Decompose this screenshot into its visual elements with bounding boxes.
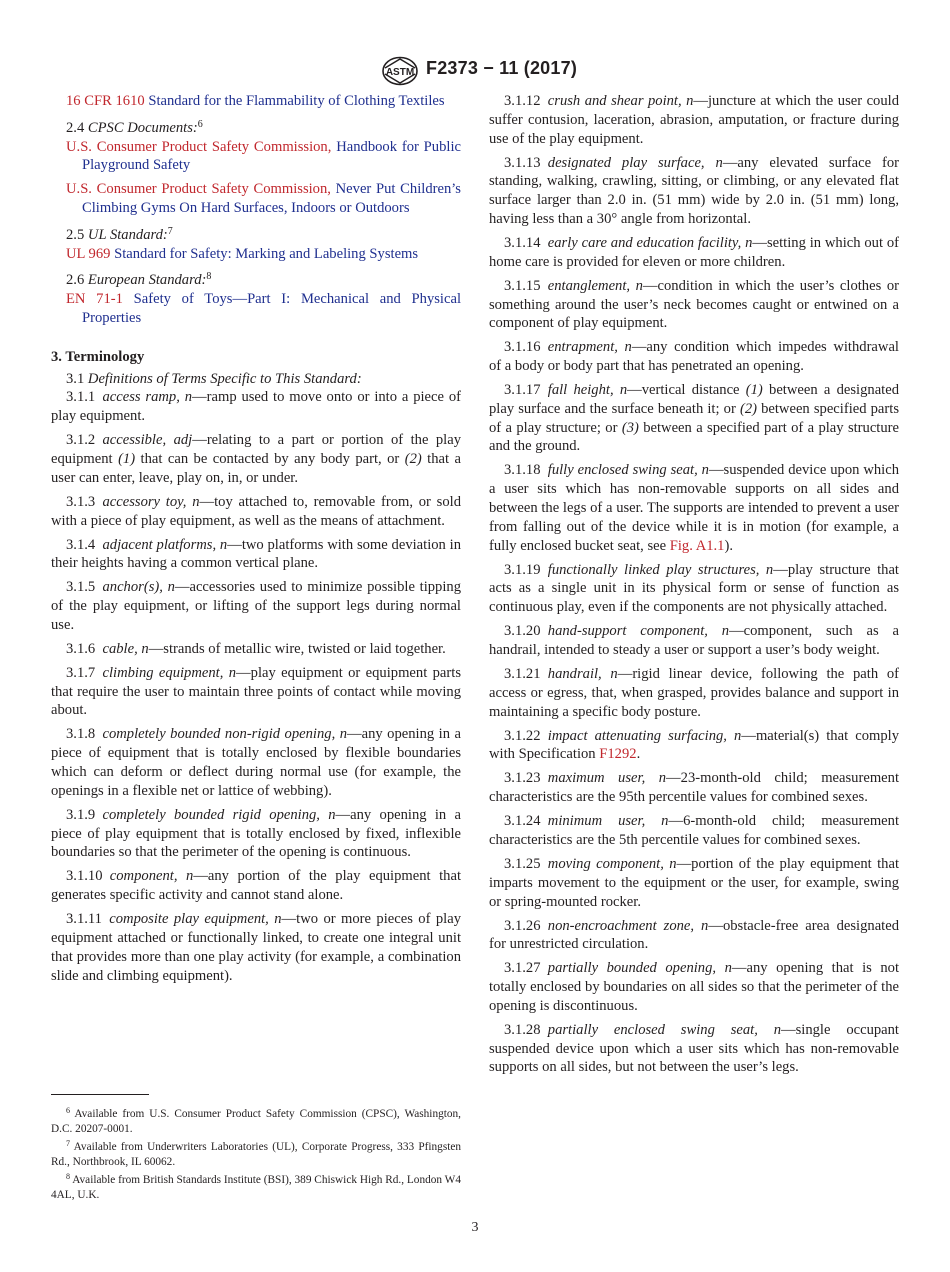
term-text: —juncture at which the user could suffer contusion, laceration, abrasion, amputation, or fracture during use of the play equipment.	[489, 93, 899, 147]
term-name: designated play surface, n	[547, 154, 723, 171]
term-name: adjacent platforms, n	[102, 536, 228, 553]
term-definition	[51, 493, 461, 531]
footnotes	[51, 1104, 461, 1204]
term-text: —strands of metallic wire, twisted or laid together.	[148, 640, 446, 657]
term-text: —play structure that acts as a single unit in its physical form or sense of function as continuous play, even if the components are not physically attached.	[489, 561, 899, 616]
reference-entry[interactable]	[51, 92, 461, 111]
reference-code: U.S. Consumer Product Safety Commission,	[66, 181, 331, 198]
term-name: accessible, adj	[102, 432, 193, 449]
term-name: maximum user, n	[547, 770, 667, 787]
term-number: 3.1.13	[504, 154, 541, 171]
term-definition	[489, 727, 899, 765]
term-name: partially enclosed swing seat, n	[547, 1021, 782, 1038]
term-number: 3.1.11	[66, 911, 102, 928]
term-definition	[489, 92, 899, 148]
term-text: —23-month-old child; measurement characteristics are the 95th percentile values for combined sexes.	[489, 770, 899, 806]
term-text: —two or more pieces of play equipment attached or functionally linked, to create one integral unit that provides more than one play activity (for example, a combination slide and climbing equipment).	[51, 911, 461, 984]
term-name: entanglement, n	[547, 277, 643, 294]
term-number: 3.1.2	[66, 432, 96, 449]
term-name: component, n	[109, 868, 194, 885]
section-2-6: 2.6 European Standard:$^8$	[66, 271, 212, 289]
term-definition	[51, 388, 461, 426]
term-text: —obstacle-free area designated for unrestricted circulation.	[489, 917, 899, 953]
section-3-1: 3.1 Definitions of Terms Specific to This Standard:	[66, 370, 362, 387]
term-name: completely bounded rigid opening, n	[102, 806, 336, 823]
term-number: 3.1.4	[66, 536, 96, 553]
term-number: 3.1.17	[504, 382, 541, 399]
term-number: 3.1.5	[66, 579, 96, 596]
term-number: 3.1.22	[504, 727, 541, 744]
term-number: 3.1.25	[504, 855, 541, 872]
page-number: 3	[471, 1220, 479, 1235]
term-number: 3.1.24	[504, 813, 541, 830]
reference-code: EN 71-1	[66, 291, 123, 308]
term-name: cable, n	[102, 640, 149, 657]
footnote	[51, 1137, 461, 1169]
term-text: —portion of the play equipment that imparts movement to the equipment or the user, for example, swing or spring-mounted rocker.	[489, 855, 899, 910]
term-name: impact attenuating surfacing, n	[547, 727, 742, 744]
reference-code: UL 969	[66, 245, 111, 262]
svg-text:ASTM: ASTM	[385, 67, 415, 78]
term-name: fall height, n	[547, 382, 628, 399]
term-text: —two platforms with some deviation in their heights having a common vertical plane.	[51, 536, 461, 572]
astm-logo-icon	[381, 56, 419, 86]
section-heading: 3. Terminology	[51, 348, 145, 365]
term-definition	[51, 578, 461, 634]
term-definition	[489, 154, 899, 229]
term-definition	[51, 910, 461, 985]
term-name: access ramp, n	[102, 389, 193, 406]
term-definition	[489, 665, 899, 721]
term-text: —toy attached to, removable from, or sold with a piece of play equipment, as well as the means of attachment.	[51, 493, 461, 529]
term-name: handrail, n	[547, 666, 618, 682]
term-definition	[489, 622, 899, 660]
reference-title: Standard for Safety: Marking and Labeling Systems	[114, 245, 419, 262]
term-name: accessory toy, n	[102, 493, 200, 510]
term-definition	[51, 806, 461, 862]
term-text: —any opening that is not totally enclosed by boundaries on all sides so that the perimeter of the opening is discontinuous.	[489, 960, 899, 1014]
term-number: 3.1.14	[504, 234, 541, 251]
term-text: —ramp used to move onto or into a piece of play equipment.	[51, 389, 461, 425]
term-name: fully enclosed swing seat, n	[547, 462, 709, 479]
term-number: 3.1.1	[66, 389, 96, 406]
reference-entry[interactable]	[51, 290, 461, 328]
page-header	[0, 55, 950, 89]
term-text: —rigid linear device, following the path of access or egress, that, when grasped, provides balance and support in maintaining a specific body posture.	[489, 666, 899, 720]
term-number: 3.1.10	[66, 868, 103, 885]
standard-designation: F2373 − 11 (2017)	[426, 58, 578, 78]
term-text: —6-month-old child; measurement characteristics are the 5th percentile values for combined sexes.	[489, 813, 899, 848]
term-number: 3.1.8	[66, 726, 96, 743]
term-number: 3.1.9	[66, 806, 96, 823]
term-name: minimum user, n	[547, 813, 669, 830]
term-number: 3.1.28	[504, 1021, 541, 1038]
term-name: early care and education facility, n	[547, 234, 753, 251]
term-number: 3.1.3	[66, 493, 96, 510]
footnote-number: 8	[66, 1172, 70, 1182]
term-name: moving component, n	[547, 855, 677, 872]
term-text: —any opening in a piece of equipment that is totally enclosed by flexible boundaries which can deform or deflect during normal use (for example, the openings in a flexible net or lattice of webbing).	[51, 726, 461, 799]
reference-title: Handbook for Public Playground Safety	[82, 138, 461, 174]
term-name: non-encroachment zone, n	[547, 917, 709, 934]
term-definition	[51, 725, 461, 800]
footnote-divider	[51, 1094, 149, 1095]
term-name: partially bounded opening, n	[547, 960, 732, 977]
term-definition	[489, 277, 899, 333]
term-definition	[489, 234, 899, 272]
term-number: 3.1.16	[504, 339, 541, 356]
term-number: 3.1.26	[504, 917, 541, 934]
term-name: functionally linked play structures, n	[547, 561, 774, 578]
term-number: 3.1.21	[504, 666, 541, 682]
term-name: completely bounded non-rigid opening, n	[102, 726, 348, 743]
term-definition	[489, 855, 899, 911]
term-definition	[489, 561, 899, 617]
term-definition	[51, 536, 461, 574]
term-text: —vertical distance (1) between a designated play surface and the surface beneath it; or (2) between specified parts of a play structure; or (3) between a specified part of a play structure and the ground.	[489, 382, 900, 455]
footnote-number: 7	[66, 1139, 70, 1149]
footnote	[51, 1170, 461, 1202]
footnote	[51, 1104, 461, 1136]
term-text: —single occupant suspended device upon which a user sits which has non-removable supports on all sides, but not between the user’s legs.	[489, 1021, 899, 1076]
left-column	[51, 92, 461, 991]
term-definition	[489, 812, 899, 850]
term-text: —play equipment or equipment parts that require the user to maintain three points of contact while moving about.	[51, 664, 461, 719]
term-name: composite play equipment, n	[109, 911, 282, 928]
reference-entry[interactable]	[51, 180, 461, 218]
footnote-text: Available from British Standards Institute (BSI), 389 Chiswick High Rd., London W4 4AL, U.K.	[51, 1174, 461, 1201]
right-column	[489, 92, 899, 1082]
term-definition	[51, 664, 461, 720]
term-name: entrapment, n	[547, 339, 632, 356]
term-definition	[51, 867, 461, 905]
term-number: 3.1.6	[66, 640, 96, 657]
term-text: —any elevated surface for standing, walking, crawling, sitting, or climbing, or any elevated flat surface larger than 2.0 in. (51 mm) wide by 2.0 in. (51 mm) long, having less than a 30° angle from horizontal.	[489, 154, 899, 227]
reference-entry[interactable]	[51, 245, 461, 264]
footnote-number: 6	[66, 1106, 70, 1115]
term-definition	[489, 959, 899, 1015]
term-text: —material(s) that comply with Specification F1292.	[489, 727, 899, 763]
term-definition	[489, 1021, 899, 1077]
term-name: hand-support component, n	[547, 623, 730, 640]
reference-title: Safety of Toys—Part I: Mechanical and Physical Properties	[82, 291, 461, 326]
reference-code: U.S. Consumer Product Safety Commission,	[66, 138, 332, 155]
term-number: 3.1.7	[66, 664, 96, 681]
term-definition	[51, 640, 461, 659]
term-definition	[51, 431, 461, 487]
footnote-text: Available from U.S. Consumer Product Safety Commission (CPSC), Washington, D.C. 20207-0001.	[51, 1108, 462, 1135]
term-number: 3.1.19	[504, 561, 541, 578]
term-number: 3.1.20	[504, 623, 541, 640]
term-definition	[489, 461, 899, 555]
reference-entry[interactable]	[51, 138, 461, 176]
term-name: climbing equipment, n	[102, 664, 237, 681]
term-name: anchor(s), n	[102, 579, 175, 596]
term-text: —relating to a part or portion of the play equipment (1) that can be contacted by any body part, or (2) that a user can enter, leave, play on, in, or under.	[51, 432, 462, 486]
term-number: 3.1.15	[504, 277, 541, 294]
reference-code: 16 CFR 1610	[66, 93, 145, 109]
term-text: —condition in which the user’s clothes or something around the user’s neck becomes caught or entwined on a component of play equipment.	[489, 277, 899, 332]
term-text: —any opening in a piece of play equipment that is totally enclosed by fixed, inflexible boundaries so that the perimeter of the opening is continuous.	[51, 806, 461, 861]
term-text: —any condition which impedes withdrawal of a body or body part that has penetrated an opening.	[489, 339, 899, 375]
term-text: —suspended device upon which a user sits which has non-removable supports on all sides and between the legs of a user. The supports are intended to prevent a user from falling out of the device while it is in motion (for example, a fully enclosed bucket seat, see Fig. A1.1).	[489, 462, 899, 554]
section-2-4: 2.4 CPSC Documents:$^6$	[66, 118, 203, 136]
term-definition	[489, 381, 899, 456]
term-definition	[489, 338, 899, 376]
term-number: 3.1.18	[504, 462, 541, 479]
reference-title: Never Put Children’s Climbing Gyms On Hard Surfaces, Indoors or Outdoors	[82, 181, 461, 216]
section-2-5: 2.5 UL Standard:$^7$	[66, 225, 173, 243]
term-text: —setting in which out of home care is provided for eleven or more children.	[489, 234, 899, 270]
footnote-text: Available from Underwriters Laboratories (UL), Corporate Progress, 333 Pfingsten Rd., Northbrook, IL 60062.	[51, 1141, 462, 1168]
term-text: —accessories used to minimize possible tipping of the play equipment, or lifting of the support legs during normal use.	[51, 579, 461, 633]
term-number: 3.1.12	[504, 93, 541, 109]
term-number: 3.1.27	[504, 960, 541, 977]
term-text: —component, such as a handrail, intended to steady a user or support a user’s body weight.	[489, 623, 899, 659]
term-number: 3.1.23	[504, 770, 541, 787]
term-text: —any portion of the play equipment that generates specific activity and cannot stand alone.	[51, 868, 461, 904]
reference-title: Standard for the Flammability of Clothing Textiles	[148, 93, 445, 109]
term-definition	[489, 917, 899, 955]
term-definition	[489, 769, 899, 807]
term-name: crush and shear point, n	[547, 93, 694, 109]
